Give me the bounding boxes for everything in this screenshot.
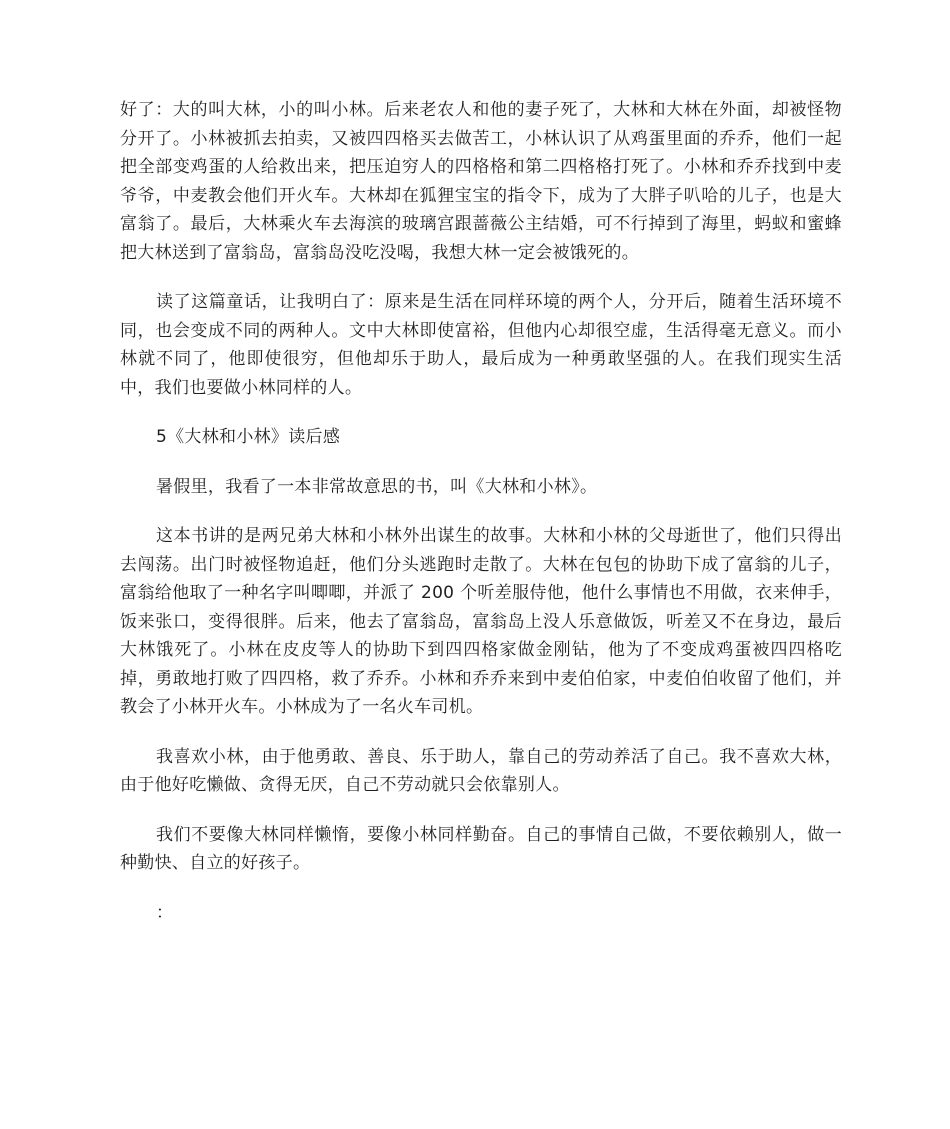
paragraph-book-summary: 这本书讲的是两兄弟大林和小林外出谋生的故事。大林和小林的父母逝世了，他们只得出去闯荡。出门时被怪物追赶，他们分头逃跑时走散了。大林在包包的协助下成了富翁的儿子，富翁给他取了一种名字叫唧唧，并派了 200 个听差服侍他，他什么事情也不用做，衣来伸手，饭来张口，变得很胖。后来，他去了富翁岛，富翁岛上没人乐意做饭，听差又不在身边，最后大林饿死了。小林在皮皮等人的协助下到四四格家做金刚钻，他为了不变成鸡蛋被四四格吃掉，勇敢地打败了四四格，救了乔乔。小林和乔乔来到中麦伯伯家，中麦伯伯收留了他们，并教会了小林开火车。小林成为了一名火车司机。 [120, 526, 842, 717]
paragraph-reflection: 读了这篇童话，让我明白了：原来是生活在同样环境的两个人，分开后，随着生活环境不同，也会变成不同的两种人。文中大林即使富裕，但他内心却很空虚，生活得毫无意义。而小林就不同了，他即使很穷，但他却乐于助人，最后成为一种勇敢坚强的人。在我们现实生活中，我们也要做小林同样的人。 [120, 292, 842, 398]
paragraph-intro: 暑假里，我看了一本非常故意思的书，叫《大林和小林》。 [156, 476, 598, 497]
section-heading: 5《大林和小林》读后感 [156, 427, 341, 447]
paragraph-story-summary: 好了：大的叫大林，小的叫小林。后来老农人和他的妻子死了，大林和大林在外面，却被怪物分开了。小林被抓去拍卖，又被四四格买去做苦工，小林认识了从鸡蛋里面的乔乔，他们一起把全部变鸡蛋的人给救出来，把压迫穷人的四格格和第二四格格打死了。小林和乔乔找到中麦爷爷，中麦教会他们开火车。大林却在狐狸宝宝的指令下，成为了大胖子叭哈的儿子，也是大富翁了。最后，大林乘火车去海滨的玻璃宫跟蔷薇公主结婚，可不行掉到了海里，蚂蚁和蜜蜂把大林送到了富翁岛，富翁岛没吃没喝，我想大林一定会被饿死的。 [120, 100, 842, 263]
paragraph-conclusion: 我们不要像大林同样懒惰，要像小林同样勤奋。自己的事情自己做，不要依赖别人，做一种勤快、自立的好孩子。 [120, 824, 842, 873]
document-body [120, 96, 842, 948]
trailing-colon: ： [156, 902, 174, 923]
paragraph-opinion: 我喜欢小林，由于他勇敢、善良、乐于助人，靠自己的劳动养活了自己。我不喜欢大林，由于他好吃懒做、贪得无厌，自己不劳动就只会依靠别人。 [120, 746, 842, 795]
